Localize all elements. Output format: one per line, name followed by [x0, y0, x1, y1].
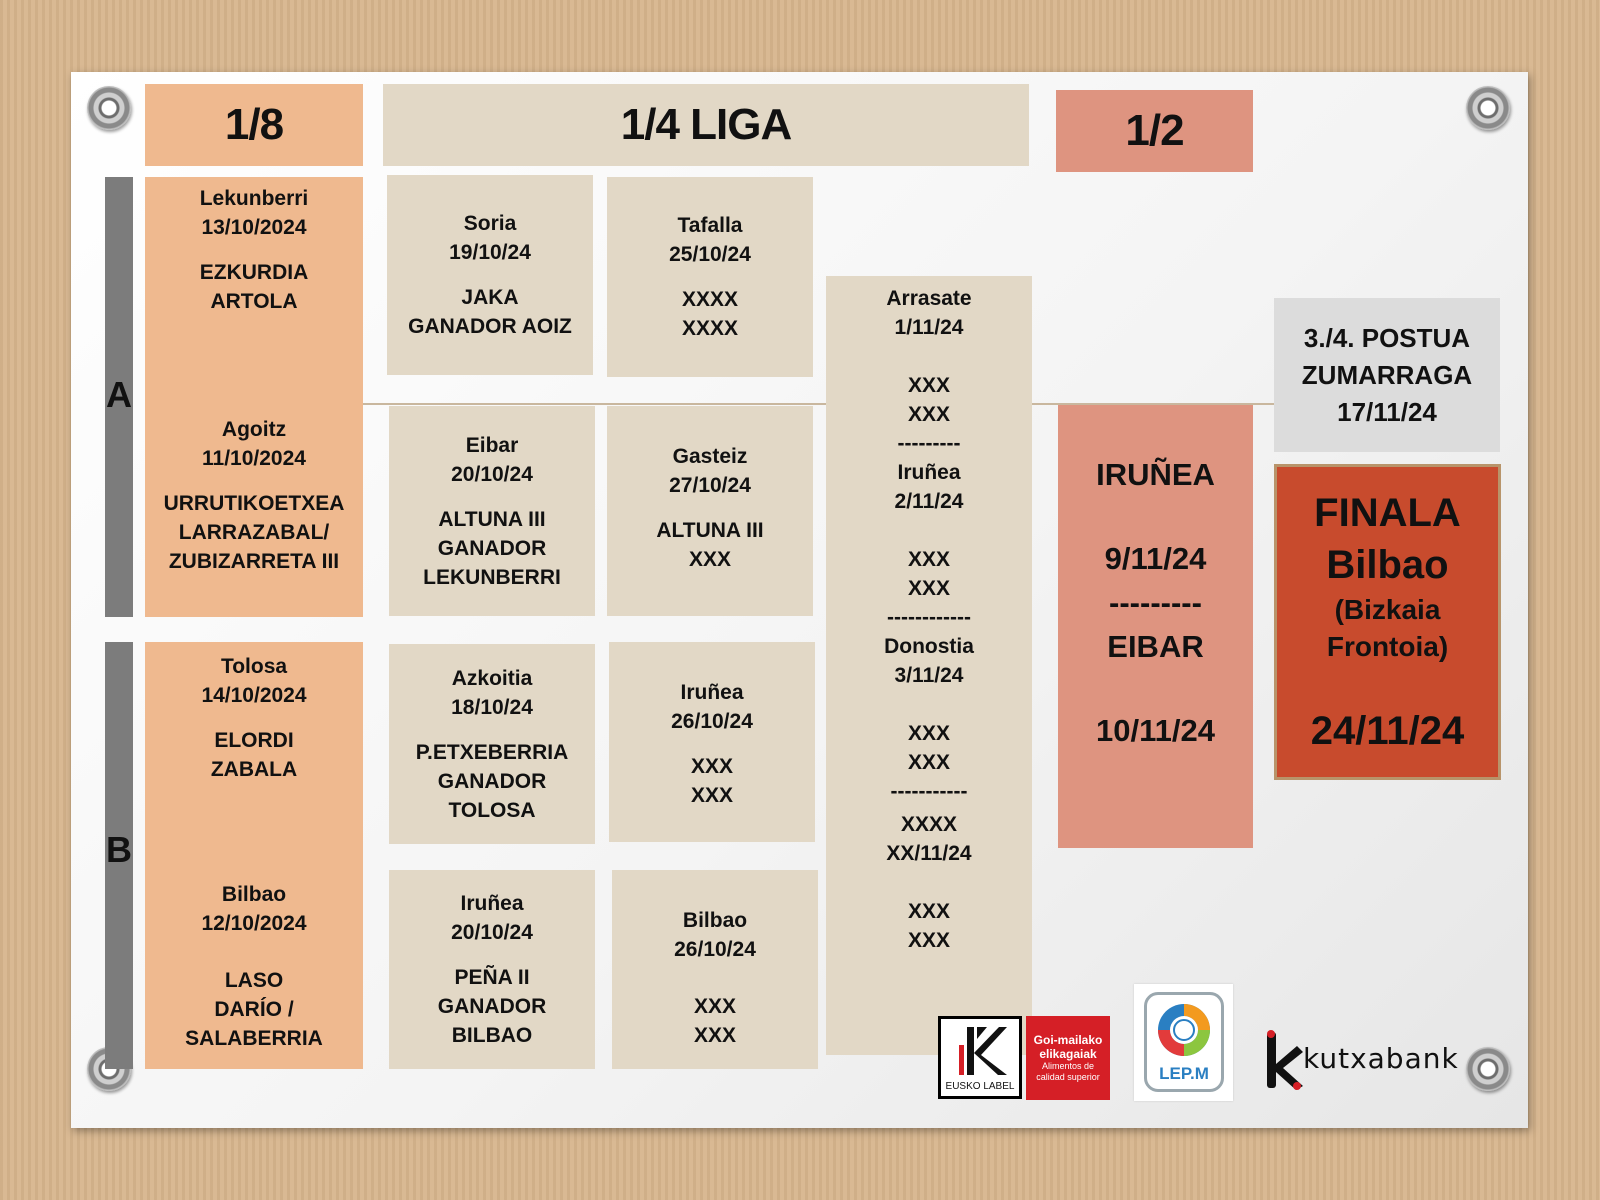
eusko-label-logo: [938, 1016, 1022, 1099]
match-date: 20/10/24: [451, 462, 533, 486]
match-team: XXX: [907, 900, 951, 923]
match-team: XXX: [907, 722, 951, 745]
qf1-match-azkoitia: [389, 644, 595, 844]
semi-venue-2: EIBAR: [1107, 629, 1204, 664]
match-team: SALABERRIA: [185, 1027, 323, 1050]
match-team: P.ETXEBERRIA: [415, 740, 569, 764]
r16-match-bilbao: [145, 880, 363, 1053]
header-round-of-16: [145, 84, 363, 166]
separator: -----------: [890, 780, 968, 803]
match-team: TOLOSA: [448, 798, 536, 822]
eusko-k-icon: [941, 1021, 1019, 1081]
eusko-label-text: [941, 1081, 1019, 1092]
match-team: ALTUNA III: [438, 507, 546, 531]
qf2-match-tafalla: [607, 177, 813, 377]
match-date: 12/10/2024: [201, 912, 307, 935]
match-team: LEKUNBERRI: [423, 565, 561, 589]
group-b-label: [101, 827, 137, 873]
match-date: 13/10/2024: [201, 216, 307, 239]
match-venue: Donostia: [884, 635, 974, 658]
r16-match-tolosa: [145, 652, 363, 784]
badge-title: elikagaiak: [1039, 1047, 1097, 1061]
qf3-match-arrasate: [826, 284, 1032, 955]
separator: ---------: [897, 432, 961, 455]
poster-board: [71, 72, 1528, 1128]
kutxabank-text: kutxabank: [1303, 1042, 1459, 1075]
match-team: XXX: [693, 995, 737, 1018]
match-venue: Agoitz: [221, 418, 287, 441]
r16-match-agoitz: [145, 415, 363, 576]
match-team: LASO: [224, 969, 284, 992]
match-team: XXX: [907, 929, 951, 952]
screw-top-left-icon: [87, 86, 131, 130]
separator: ---------: [1109, 585, 1202, 620]
eusko-quality-badge: [1026, 1016, 1110, 1100]
badge-subtitle: calidad superior: [1036, 1072, 1100, 1082]
kutxabank-wordmark: [1303, 1042, 1459, 1075]
match-team: XXX: [690, 784, 734, 807]
match-team: EZKURDIA: [199, 261, 309, 284]
match-date: 26/10/24: [671, 710, 753, 733]
match-team: XXX: [693, 1024, 737, 1047]
match-team: XXX: [907, 751, 951, 774]
semi-venue-1: IRUÑEA: [1096, 457, 1215, 492]
match-team: JAKA: [461, 286, 519, 309]
match-team: XXXX: [681, 317, 739, 340]
lepm-text: [1144, 1064, 1224, 1084]
match-date: 14/10/2024: [201, 684, 307, 707]
kutxabank-k-icon: [1261, 1028, 1305, 1092]
match-team: PEÑA II: [454, 966, 530, 989]
header-r16-label: 1/8: [224, 100, 284, 149]
match-venue: Iruñea: [460, 892, 524, 915]
match-team: GANADOR: [437, 995, 547, 1018]
match-venue: Arrasate: [886, 287, 972, 310]
match-team: ELORDI: [214, 729, 294, 752]
qf2-match-bilbao: [612, 870, 818, 1069]
match-venue: Soria: [463, 212, 517, 235]
eusko-label-caption: EUSKO LABEL: [945, 1081, 1015, 1092]
match-team: URRUTIKOETXEA: [163, 492, 345, 515]
match-date: 2/11/24: [894, 490, 964, 513]
match-team: GANADOR AOIZ: [408, 315, 572, 338]
final-date: 24/11/24: [1310, 709, 1465, 753]
match-team: XXX: [907, 548, 951, 571]
final-subtitle: (Bizkaia: [1334, 594, 1441, 625]
final-box: [1274, 464, 1501, 780]
qf2-match-gasteiz: [607, 406, 813, 616]
match-venue: Iruñea: [680, 681, 744, 704]
match-team: XXX: [907, 374, 951, 397]
third-place-box: [1274, 298, 1500, 452]
semi-date-2: 10/11/24: [1096, 713, 1215, 748]
pelota-icon: [1154, 1000, 1214, 1060]
third-place-venue: ZUMARRAGA: [1301, 359, 1473, 390]
match-date: 20/10/24: [451, 921, 533, 944]
match-team: ARTOLA: [210, 290, 298, 313]
lepm-caption: LEP.M: [1159, 1064, 1209, 1083]
header-semi-final: [1056, 90, 1253, 172]
match-date: 1/11/24: [894, 316, 964, 339]
separator: ------------: [887, 606, 971, 629]
match-team: XXX: [690, 755, 734, 778]
screw-top-right-icon: [1466, 86, 1510, 130]
match-date: 18/10/24: [451, 695, 533, 719]
match-team: XXX: [688, 548, 732, 571]
match-team: BILBAO: [451, 1024, 533, 1047]
match-team: XXXX: [681, 288, 739, 311]
match-date: 26/10/24: [674, 938, 756, 961]
match-date: XX/11/24: [886, 842, 972, 865]
group-b-text: B: [106, 829, 132, 870]
match-venue: XXXX: [900, 813, 958, 836]
match-team: DARÍO /: [214, 998, 294, 1021]
qf2-match-iruneа: [609, 642, 815, 842]
match-team: GANADOR: [437, 536, 547, 560]
r16-match-lekunberri: [145, 184, 363, 316]
match-date: 25/10/24: [669, 243, 751, 266]
match-venue: Bilbao: [221, 883, 287, 906]
qf1-match-iruneа: [389, 870, 595, 1069]
match-venue: Bilbao: [682, 909, 748, 932]
qf1-match-eibar: [389, 406, 595, 616]
qf1-match-soria: [387, 175, 593, 375]
group-a-label: [101, 372, 137, 418]
match-team: ZUBIZARRETA III: [168, 550, 340, 573]
match-date: 19/10/24: [449, 241, 531, 264]
match-venue: Tafalla: [677, 214, 743, 237]
match-venue: Lekunberri: [199, 187, 309, 210]
final-city: Bilbao: [1326, 543, 1449, 587]
screw-bottom-right-icon: [1466, 1047, 1510, 1091]
final-title: FINALA: [1314, 491, 1461, 535]
badge-subtitle: Alimentos de: [1041, 1061, 1095, 1071]
header-qf-label: 1/4 LIGA: [620, 100, 792, 149]
match-team: LARRAZABAL/: [178, 521, 330, 544]
match-team: ZABALA: [210, 758, 298, 781]
match-team: XXX: [907, 577, 951, 600]
match-team: XXX: [907, 403, 951, 426]
semi-date-1: 9/11/24: [1104, 541, 1207, 576]
header-sf-label: 1/2: [1125, 106, 1184, 155]
match-date: 11/10/2024: [202, 447, 306, 470]
third-place-title: 3./4. POSTUA: [1303, 322, 1471, 353]
kutxabank-logo: [1261, 1028, 1461, 1092]
match-venue: Eibar: [465, 433, 519, 457]
match-date: 27/10/24: [669, 474, 751, 497]
third-place-date: 17/11/24: [1337, 396, 1437, 427]
header-quarter-final: [383, 84, 1029, 166]
semi-final-box: [1058, 405, 1253, 848]
group-a-text: A: [106, 374, 132, 415]
match-team: ALTUNA III: [656, 519, 764, 542]
match-team: GANADOR: [437, 769, 547, 793]
lepm-logo: [1134, 984, 1233, 1101]
match-date: 3/11/24: [894, 664, 964, 687]
match-venue: Gasteiz: [672, 445, 748, 468]
match-venue: Iruñea: [897, 461, 961, 484]
badge-title: Goi-mailako: [1033, 1033, 1103, 1047]
final-subtitle: Frontoia): [1326, 631, 1449, 662]
match-venue: Azkoitia: [451, 666, 533, 690]
match-venue: Tolosa: [220, 655, 288, 678]
